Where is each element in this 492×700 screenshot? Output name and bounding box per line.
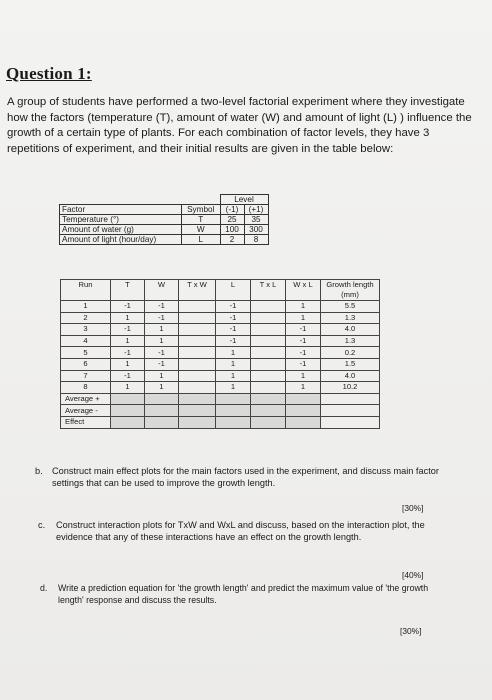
table-row	[61, 382, 380, 394]
factor-symbol: W	[182, 225, 221, 235]
table-row	[61, 347, 380, 359]
factor-name: Temperature (°)	[60, 215, 182, 225]
part-d-text: Write a prediction equation for 'the growth length' and predict the maximum value of 'the growth length' response and discuss the results.	[58, 583, 429, 605]
table-cell: -1	[111, 301, 145, 313]
factor-low: 25	[220, 215, 244, 225]
factor-symbol: L	[182, 235, 221, 245]
table-cell	[251, 370, 286, 382]
table-cell: 1	[61, 301, 111, 313]
level-high-header: (+1)	[244, 205, 268, 215]
table-cell: 1	[286, 301, 321, 313]
l-header: L	[216, 280, 251, 301]
factor-row	[60, 215, 269, 225]
level-low-header: (-1)	[220, 205, 244, 215]
table-cell: 1	[216, 358, 251, 370]
table-cell: -1	[145, 347, 179, 359]
table-cell: 1	[286, 382, 321, 394]
part-d-marks: [30%]	[400, 626, 422, 636]
table-cell: 0.2	[321, 347, 380, 359]
symbol-header: Symbol	[182, 205, 221, 215]
table-cell: -1	[216, 324, 251, 336]
table-cell: 1	[145, 382, 179, 394]
table-cell: -1	[286, 335, 321, 347]
factor-low: 2	[220, 235, 244, 245]
table-cell: -1	[286, 347, 321, 359]
part-b-label: b.	[35, 466, 43, 476]
table-cell: 5.5	[321, 301, 380, 313]
table-cell	[251, 358, 286, 370]
table-cell: -1	[111, 370, 145, 382]
part-b-marks: [30%]	[402, 503, 424, 513]
table-cell	[251, 312, 286, 324]
table-cell	[179, 382, 216, 394]
row-label: Average -	[61, 405, 111, 417]
table-cell: 4.0	[321, 370, 380, 382]
table-cell: 4.0	[321, 324, 380, 336]
table-cell	[179, 324, 216, 336]
part-c-text: Construct interaction plots for TxW and WxL and discuss, based on the interaction plot, the evidence that any of these interactions have an effect on the growth length.	[56, 520, 425, 542]
table-cell: 1	[145, 370, 179, 382]
table-row	[61, 312, 380, 324]
table-cell: -1	[145, 312, 179, 324]
factor-header: Factor	[60, 205, 182, 215]
table-cell	[251, 335, 286, 347]
table-cell: 1	[111, 335, 145, 347]
part-c-marks: [40%]	[402, 570, 424, 580]
table-cell: -1	[216, 301, 251, 313]
part-d-label: d.	[40, 583, 48, 593]
question-title: Question 1:	[6, 64, 92, 83]
run-header: Run	[61, 280, 111, 301]
table-cell	[179, 312, 216, 324]
factor-name: Amount of light (hour/day)	[60, 235, 182, 245]
table-row	[61, 358, 380, 370]
row-label: Effect	[61, 416, 111, 428]
table-cell: 2	[61, 312, 111, 324]
table-cell: 1.3	[321, 312, 380, 324]
factor-high: 35	[244, 215, 268, 225]
factor-high: 300	[244, 225, 268, 235]
growth-length-header: Growth length (mm)	[321, 280, 380, 301]
table-cell: 1	[286, 312, 321, 324]
factor-row	[60, 225, 269, 235]
table-cell	[179, 335, 216, 347]
t-header: T	[111, 280, 145, 301]
effect-row	[61, 416, 380, 428]
table-row	[61, 335, 380, 347]
table-cell	[251, 301, 286, 313]
factor-level-table	[59, 194, 269, 245]
txw-header: T x W	[179, 280, 216, 301]
table-cell	[179, 347, 216, 359]
table-cell: 1	[111, 312, 145, 324]
table-cell: 1	[145, 324, 179, 336]
factor-low: 100	[220, 225, 244, 235]
factor-row	[60, 235, 269, 245]
level-header: Level	[220, 195, 268, 205]
table-cell: 1	[145, 335, 179, 347]
table-cell	[179, 301, 216, 313]
table-cell: 4	[61, 335, 111, 347]
row-label: Average +	[61, 393, 111, 405]
table-cell	[251, 382, 286, 394]
average-minus-row	[61, 405, 380, 417]
table-cell: -1	[111, 324, 145, 336]
factor-symbol: T	[182, 215, 221, 225]
table-cell: 1.3	[321, 335, 380, 347]
table-cell: -1	[286, 324, 321, 336]
table-cell: 7	[61, 370, 111, 382]
table-cell: 1	[216, 370, 251, 382]
table-cell: -1	[286, 358, 321, 370]
table-cell: 3	[61, 324, 111, 336]
table-cell	[251, 324, 286, 336]
factor-high: 8	[244, 235, 268, 245]
design-matrix-table	[60, 279, 380, 429]
factor-name: Amount of water (g)	[60, 225, 182, 235]
average-plus-row	[61, 393, 380, 405]
table-cell: -1	[145, 358, 179, 370]
table-cell: 1.5	[321, 358, 380, 370]
table-cell: 8	[61, 382, 111, 394]
table-cell	[251, 347, 286, 359]
part-c-label: c.	[38, 520, 46, 530]
table-cell: -1	[111, 347, 145, 359]
table-cell: 1	[111, 358, 145, 370]
table-cell: 5	[61, 347, 111, 359]
wxl-header: W x L	[286, 280, 321, 301]
table-cell: 10.2	[321, 382, 380, 394]
table-row	[61, 301, 380, 313]
table-cell: 6	[61, 358, 111, 370]
w-header: W	[145, 280, 179, 301]
table-cell: 1	[111, 382, 145, 394]
table-cell: 1	[216, 347, 251, 359]
part-b-text: Construct main effect plots for the main factors used in the experiment, and discuss main factor settings that can be used to improve the growth length.	[52, 466, 439, 488]
table-cell: -1	[216, 312, 251, 324]
intro-paragraph: A group of students have performed a two-level factorial experiment where they investigate how the factors (temperature (T), amount of water (W) and amount of light (L) ) influence the growth of a certain type of plants. For each combination of factor levels, they have 3 repetitions of experiment, and their initial results are given in the table below:	[7, 96, 472, 155]
table-cell: 1	[286, 370, 321, 382]
txl-header: T x L	[251, 280, 286, 301]
table-cell: -1	[145, 301, 179, 313]
table-cell: -1	[216, 335, 251, 347]
table-row	[61, 370, 380, 382]
table-cell	[179, 358, 216, 370]
table-cell	[179, 370, 216, 382]
table-cell: 1	[216, 382, 251, 394]
table-row	[61, 324, 380, 336]
